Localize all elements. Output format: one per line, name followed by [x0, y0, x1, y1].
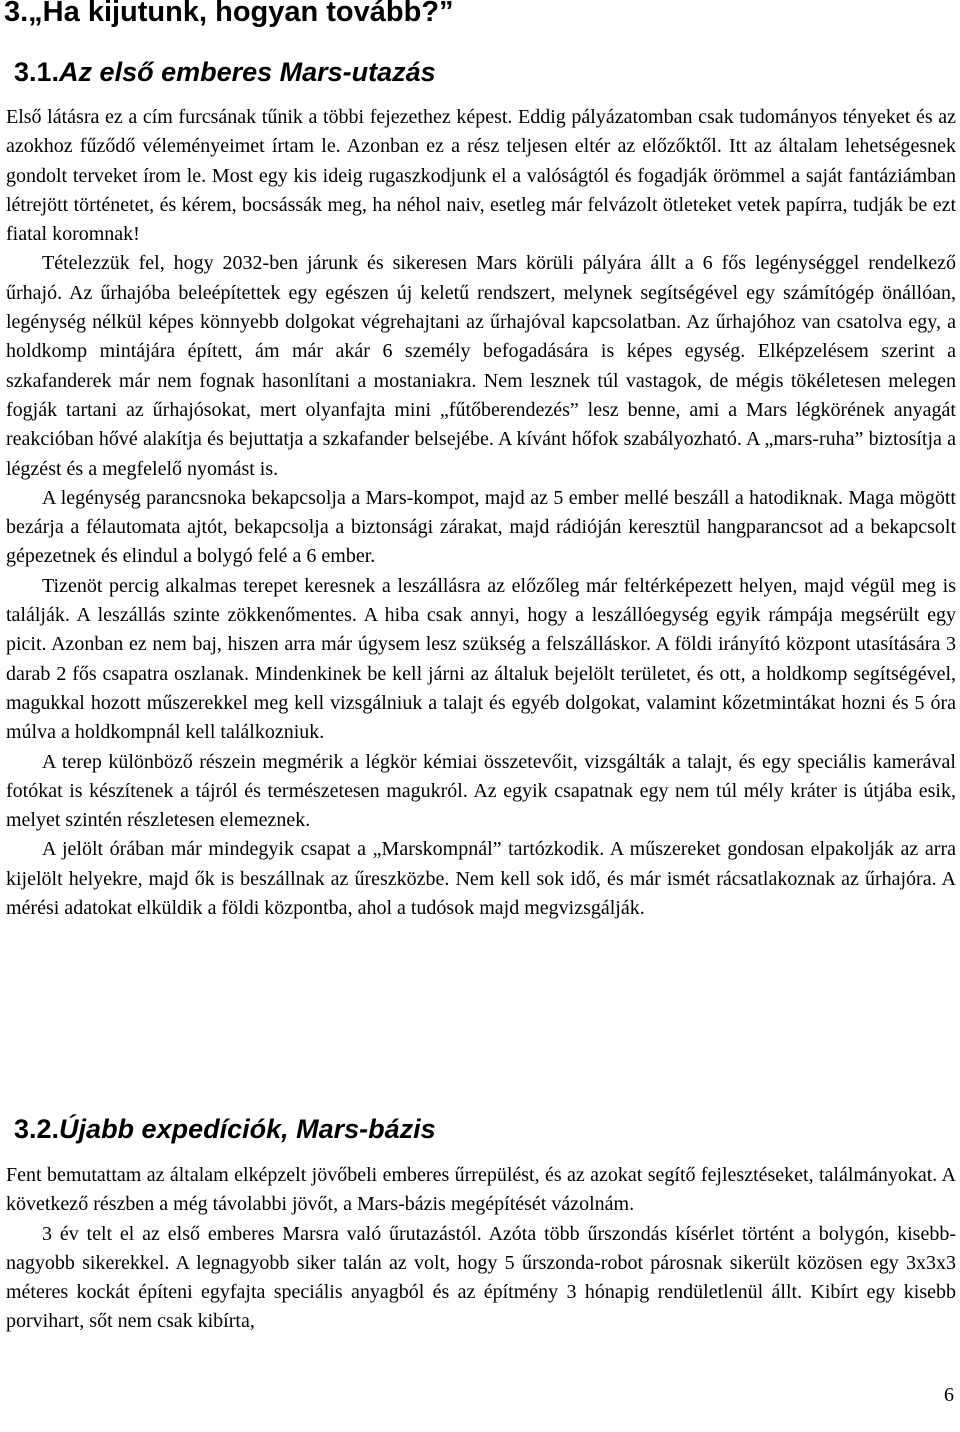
paragraph: Első látásra ez a cím furcsának tűnik a többi fejezethez képest. Eddig pályázatomban csak tudományos tényeket és az azokhoz fűződő véleményeimet írtam le. Azonban ez a rész teljesen eltér az előzőktől. Itt az általam lehetségesnek gondolt terveket írom le. Most egy kis ideig rugaszkodjunk el a valóságtól és fogadják örömmel a saját fantáziámban létrejött történetet, és kérem, bocsássák meg, ha néhol naiv, esetleg már felvázolt ötleteket vetek papírra, tudják be ezt fiatal koromnak! [6, 106, 956, 246]
section-heading-3-1 [14, 57, 436, 88]
paragraph: A legénység parancsnoka bekapcsolja a Mars-kompot, majd az 5 ember mellé beszáll a hatodiknak. Maga mögött bezárja a félautomata ajtót, bekapcsolja a biztonsági zárakat, majd rádióján keresztül hangparancsot ad a bekapcsolt gépezetnek és elindul a bolygó felé a 6 ember. [6, 486, 956, 568]
section-body-3-2 [6, 1161, 956, 1337]
section-number: 3.2. [14, 1114, 60, 1144]
section-title: Az első emberes Mars-utazás [59, 57, 436, 87]
chapter-heading: 3.„Ha kijutunk, hogyan tovább?” [4, 0, 454, 28]
paragraph: A jelölt órában már mindegyik csapat a „Marskompnál” tartózkodik. A műszereket gondosan elpakolják az arra kijelölt helyekre, majd ők is beszállnak az űreszközbe. Nem kell sok idő, és már ismét rácsatlakoznak az űrhajóra. A mérési adatokat elküldik a földi központba, ahol a tudósok majd megvizsgálják. [6, 838, 956, 920]
paragraph: 3 év telt el az első emberes Marsra való űrutazástól. Azóta több űrszondás kísérlet történt a bolygón, kisebb-nagyobb sikerekkel. A legnagyobb siker talán az volt, hogy 5 űrszonda-robot párosnak sikerült közösen egy 3x3x3 méteres kockát építeni egyfajta speciális anyagból és az építmény 3 hónapig rendületlenül állt. Kibírt egy kisebb porvihart, sőt nem csak kibírta, [6, 1222, 956, 1333]
section-number: 3.1. [14, 57, 60, 87]
paragraph: Fent bemutattam az általam elképzelt jövőbeli emberes űrrepülést, és az azokat segítő fejlesztéseket, találmányokat. A következő részben a még távolabbi jövőt, a Mars-bázis megépítését vázolnám. [6, 1164, 956, 1216]
paragraph: Tételezzük fel, hogy 2032-ben járunk és sikeresen Mars körüli pályára állt a 6 fős legénységgel rendelkező űrhajó. Az űrhajóba beleépítettek egy egészen új keletű rendszert, melynek segítségével egy számítógép önállóan, legénység nélkül képes könnyebb dolgokat végrehajtani az űrhajóval kapcsolatban. Az űrhajóhoz van csatolva egy, a holdkomp mintájára épített, ám már akár 6 személy befogadására is képes egység. Elképzelésem szerint a szkafanderek már nem fognak hasonlítani a mostaniakra. Nem lesznek túl vastagok, de mégis tökéletesen melegen fogják tartani az űrhajósokat, mert olyanfajta mini „fűtőberendezés” lesz benne, ami a Mars légkörének anyagát reakcióban hővé alakítja és bejuttatja a szkafander belsejébe. A kívánt hőfok szabályozható. A „mars-ruha” biztosítja a légzést és a megfelelő nyomást is. [6, 252, 956, 480]
section-body-3-1 [6, 103, 956, 923]
section-title: Újabb expedíciók, Mars-bázis [59, 1114, 436, 1144]
paragraph: A terep különböző részein megmérik a légkör kémiai összetevőit, vizsgálták a talajt, és egy speciális kamerával fotókat is készítenek a tájról és természetesen magukról. Az egyik csapatnak egy nem túl mély kráter is útjába esik, melyet szintén részletesen elemeznek. [6, 750, 956, 832]
paragraph: Tizenöt percig alkalmas terepet keresnek a leszállásra az előzőleg már feltérképezett helyen, majd végül meg is találják. A leszállás szinte zökkenőmentes. A hiba csak annyi, hogy a leszállóegység egyik rámpája megsérült egy picit. Azonban ez nem baj, hiszen arra már úgysem lesz szükség a felszálláskor. A földi irányító központ utasítására 3 darab 2 fős csapatra oszlanak. Mindenkinek be kell járni az általuk bejelölt területet, és ott, a holdkomp segítségével, magukkal hozott műszerekkel meg kell vizsgálniuk a talajt és egyéb dolgokat, valamint kőzetmintákat hozni és 5 óra múlva a holdkompnál kell találkozniuk. [6, 574, 956, 744]
page-number: 6 [944, 1384, 954, 1406]
section-heading-3-2 [14, 1114, 436, 1145]
